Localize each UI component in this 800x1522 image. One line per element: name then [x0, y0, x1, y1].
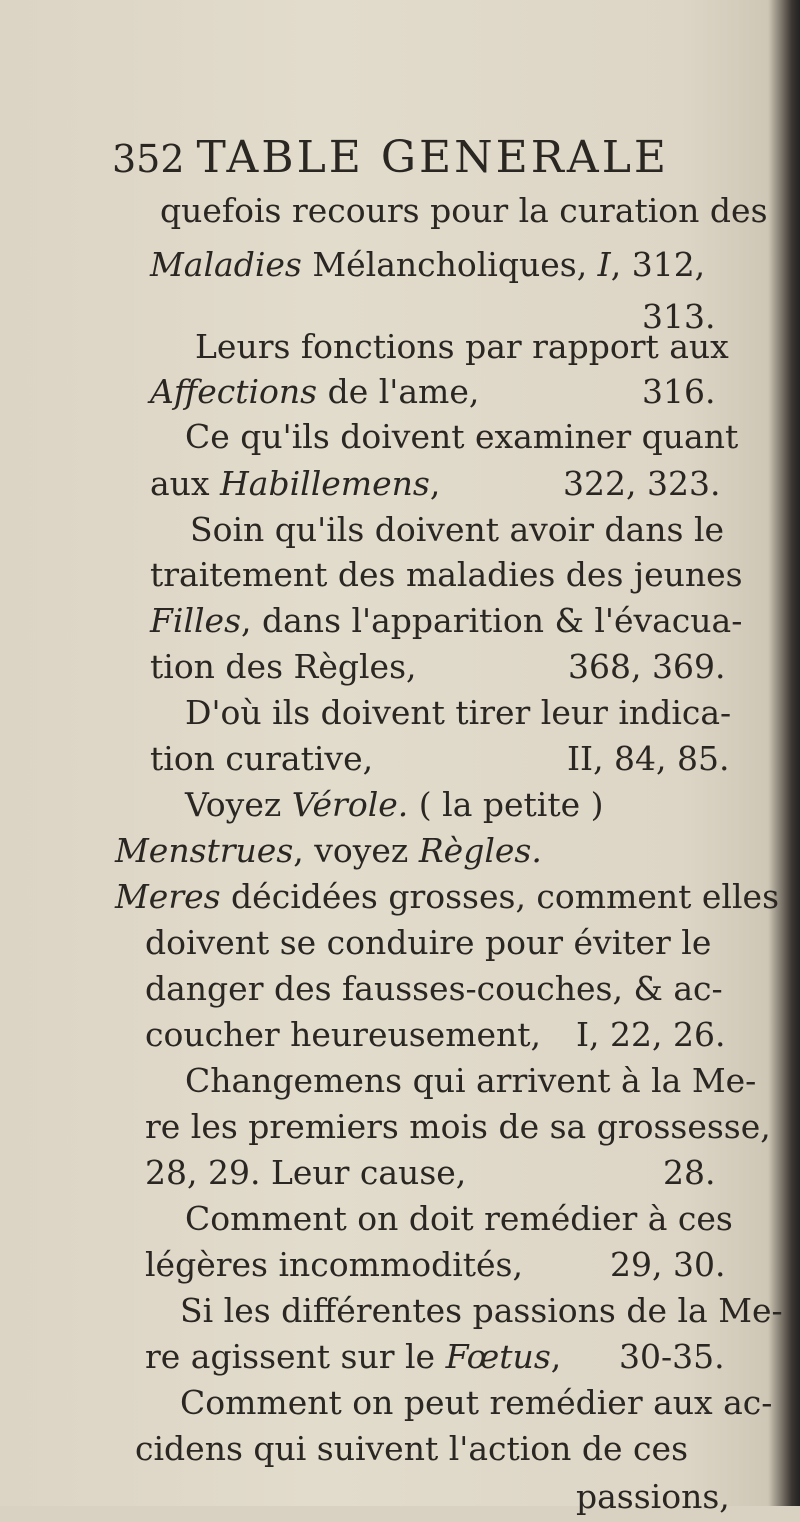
- line-text: [115, 872, 779, 922]
- line-text: [115, 826, 542, 876]
- italic-term: Fœtus: [445, 1337, 551, 1376]
- line-text: [185, 1194, 733, 1244]
- page-reference: 30-35.: [619, 1337, 725, 1376]
- page-reference: passions,: [576, 1477, 730, 1516]
- text-segment: coucher heureusement,: [145, 1015, 542, 1054]
- text-segment: tion curative,: [150, 739, 374, 778]
- text-line: [180, 1378, 773, 1428]
- italic-term: Filles: [150, 601, 242, 640]
- text-segment: traitement des maladies des jeunes: [150, 555, 743, 594]
- italic-term: Meres: [115, 877, 221, 916]
- line-text: [185, 1056, 756, 1106]
- line-text: [135, 1424, 688, 1474]
- text-segment: ,: [550, 1337, 562, 1376]
- text-segment: 28, 29. Leur cause,: [145, 1153, 467, 1192]
- text-segment: Voyez: [185, 785, 292, 824]
- running-title: TABLE GENERALE: [196, 132, 670, 183]
- text-line: [185, 412, 739, 462]
- text-line: [145, 1102, 771, 1152]
- line-text: [150, 596, 742, 646]
- text-segment: quefois recours pour la curation des: [160, 191, 768, 230]
- text-segment: D'où ils doivent tirer leur indica-: [185, 693, 732, 732]
- page-reference: II, 84, 85.: [567, 739, 730, 778]
- text-segment: , voyez: [293, 831, 419, 870]
- italic-term: Menstrues: [115, 831, 294, 870]
- text-line: [145, 1240, 725, 1290]
- line-text: [150, 734, 373, 784]
- text-line: [145, 964, 730, 1014]
- line-text: [145, 964, 723, 1014]
- line-text: [160, 186, 768, 236]
- text-line: [185, 1056, 757, 1106]
- text-line: [150, 459, 720, 509]
- line-text: [195, 322, 729, 372]
- text-segment: re agissent sur le: [145, 1337, 446, 1376]
- text-segment: légères incommodités,: [145, 1245, 523, 1284]
- line-text: [180, 1378, 772, 1428]
- page-reference: 313.: [642, 297, 716, 336]
- line-text: [145, 1148, 466, 1198]
- page-number: 352: [112, 137, 185, 181]
- text-line: [150, 367, 715, 417]
- text-segment: de l'ame,: [317, 372, 480, 411]
- text-line: [145, 918, 730, 968]
- line-text: [150, 367, 479, 417]
- text-line: [185, 780, 635, 830]
- text-line: [150, 550, 743, 600]
- line-text: [145, 1332, 561, 1382]
- text-line: [195, 322, 730, 372]
- italic-term: Maladies: [150, 245, 302, 284]
- page-reference: 316.: [642, 372, 716, 411]
- text-line: [150, 734, 730, 784]
- text-line: [150, 240, 730, 290]
- text-segment: , 312,: [610, 245, 706, 284]
- line-text: [185, 688, 731, 738]
- page-reference: 29, 30.: [610, 1245, 726, 1284]
- text-segment: Changemens qui arrivent à la Me-: [185, 1061, 757, 1100]
- page-reference: I, 22, 26.: [576, 1015, 726, 1054]
- text-line: [150, 642, 725, 692]
- text-segment: Comment on doit remédier à ces: [185, 1199, 733, 1238]
- line-text: [145, 1240, 523, 1290]
- line-text: [150, 459, 440, 509]
- text-segment: danger des fausses-couches, & ac-: [145, 969, 723, 1008]
- line-text: [190, 505, 724, 555]
- text-segment: , dans l'apparition & l'évacua-: [241, 601, 743, 640]
- text-line: [145, 1010, 725, 1060]
- italic-term: Habillemens: [220, 464, 430, 503]
- text-segment: Leurs fonctions par rapport aux: [195, 327, 729, 366]
- text-segment: Soin qu'ils doivent avoir dans le: [190, 510, 725, 549]
- text-segment: doivent se conduire pour éviter le: [145, 923, 712, 962]
- text-segment: Comment on peut remédier aux ac-: [180, 1383, 773, 1422]
- text-line: [190, 505, 730, 555]
- italic-term: Règles.: [418, 831, 542, 870]
- line-text: [185, 412, 738, 462]
- text-line: [115, 826, 565, 876]
- page-reference: 28.: [663, 1153, 716, 1192]
- line-text: [150, 240, 705, 290]
- text-segment: Ce qu'ils doivent examiner quant: [185, 417, 739, 456]
- text-segment: ( la petite ): [408, 785, 604, 824]
- text-line: [145, 1332, 725, 1382]
- italic-term: I: [597, 245, 611, 284]
- text-line: [185, 1194, 733, 1244]
- text-segment: Mélancholiques,: [301, 245, 598, 284]
- line-text: [145, 1102, 771, 1152]
- text-line: [135, 1472, 730, 1522]
- text-segment: re les premiers mois de sa grossesse,: [145, 1107, 771, 1146]
- text-line: [160, 186, 768, 236]
- text-segment: aux: [150, 464, 221, 503]
- line-text: [145, 1010, 541, 1060]
- text-segment: cidens qui suivent l'action de ces: [135, 1429, 689, 1468]
- line-text: [150, 642, 417, 692]
- text-line: [145, 1148, 715, 1198]
- italic-term: Affections: [150, 372, 318, 411]
- line-text: [180, 1286, 783, 1336]
- text-segment: Si les différentes passions de la Me-: [180, 1291, 783, 1330]
- italic-term: Vérole.: [291, 785, 409, 824]
- text-line: [135, 1424, 730, 1474]
- page-header: [112, 128, 712, 189]
- line-text: [150, 550, 743, 600]
- line-text: [145, 918, 711, 968]
- line-text: [185, 780, 603, 830]
- text-line: [180, 1286, 783, 1336]
- page-reference: 322, 323.: [563, 464, 721, 503]
- text-line: [185, 688, 730, 738]
- text-line: [150, 596, 743, 646]
- page-reference: 368, 369.: [568, 647, 726, 686]
- text-segment: décidées grosses, comment elles: [220, 877, 780, 916]
- text-line: [115, 872, 780, 922]
- text-segment: ,: [429, 464, 441, 503]
- text-segment: tion des Règles,: [150, 647, 417, 686]
